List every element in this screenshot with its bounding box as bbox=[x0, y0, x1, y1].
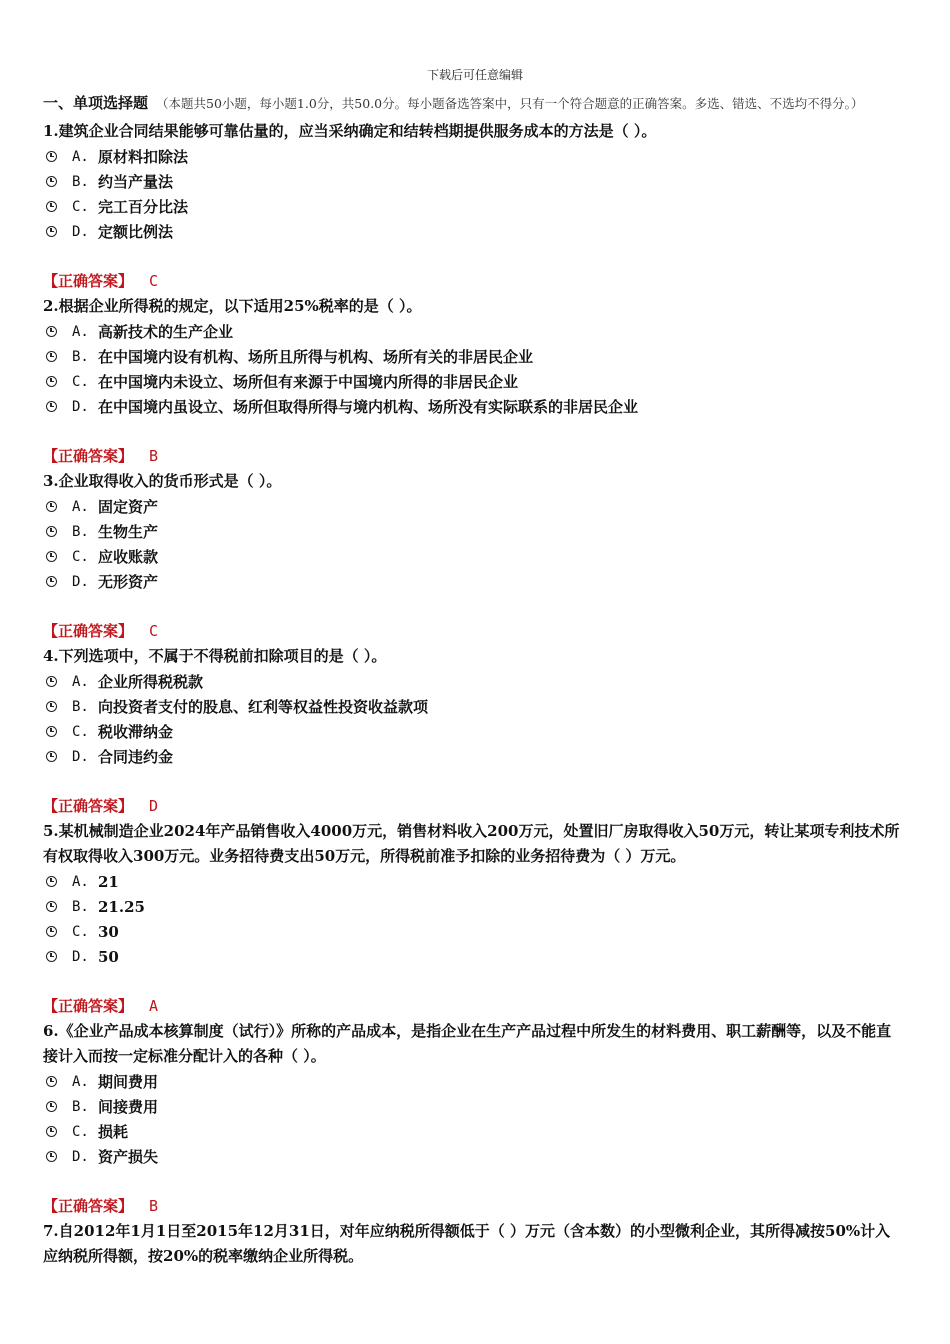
section-description: （本题共50小题，每小题1.0分，共50.0分。每小题备选答案中，只有一个符合题意的正确答案。多选、错选、不选均不得分。） bbox=[156, 96, 864, 111]
answer-label: 【正确答案】 bbox=[43, 447, 134, 465]
radio-icon[interactable] bbox=[46, 501, 57, 512]
option-text: 原材料扣除法 bbox=[98, 148, 189, 166]
option-text: 损耗 bbox=[98, 1123, 129, 1141]
option-a[interactable] bbox=[43, 494, 905, 519]
radio-icon[interactable] bbox=[46, 876, 57, 887]
option-b[interactable] bbox=[43, 1094, 905, 1119]
radio-icon[interactable] bbox=[46, 376, 57, 387]
answer-value: C bbox=[149, 622, 159, 640]
answer-value: B bbox=[149, 447, 159, 465]
question-6 bbox=[43, 1019, 905, 1219]
option-letter: A. bbox=[72, 498, 89, 515]
radio-icon[interactable] bbox=[46, 701, 57, 712]
option-b[interactable] bbox=[43, 894, 905, 919]
option-c[interactable] bbox=[43, 369, 905, 394]
radio-icon[interactable] bbox=[46, 526, 57, 537]
correct-answer bbox=[43, 444, 905, 469]
option-text: 间接费用 bbox=[98, 1098, 159, 1116]
option-d[interactable] bbox=[43, 1144, 905, 1169]
radio-icon[interactable] bbox=[46, 151, 57, 162]
radio-icon[interactable] bbox=[46, 1151, 57, 1162]
question-5 bbox=[43, 819, 905, 1019]
correct-answer bbox=[43, 1194, 905, 1219]
option-text: 应收账款 bbox=[98, 548, 159, 566]
question-stem: 3.企业取得收入的货币形式是（ ）。 bbox=[43, 472, 282, 490]
radio-icon[interactable] bbox=[46, 576, 57, 587]
question-stem: 6.《企业产品成本核算制度（试行）》所称的产品成本，是指企业在生产产品过程中所发生的材料费用、职工薪酬等，以及不能直接计入而按一定标准分配计入的各种（ ）。 bbox=[43, 1022, 892, 1065]
option-letter: A. bbox=[72, 148, 89, 165]
radio-icon[interactable] bbox=[46, 551, 57, 562]
radio-icon[interactable] bbox=[46, 951, 57, 962]
option-text: 向投资者支付的股息、红利等权益性投资收益款项 bbox=[98, 698, 429, 716]
option-list bbox=[43, 144, 905, 244]
option-list bbox=[43, 494, 905, 594]
answer-label: 【正确答案】 bbox=[43, 1197, 134, 1215]
option-text: 在中国境内未设立、场所但有来源于中国境内所得的非居民企业 bbox=[98, 373, 519, 391]
option-text: 期间费用 bbox=[98, 1073, 159, 1091]
radio-icon[interactable] bbox=[46, 751, 57, 762]
section-heading bbox=[43, 92, 905, 115]
answer-value: D bbox=[149, 797, 159, 815]
radio-icon[interactable] bbox=[46, 226, 57, 237]
option-b[interactable] bbox=[43, 694, 905, 719]
option-text: 21 bbox=[98, 872, 119, 891]
question-stem: 5.某机械制造企业2024年产品销售收入4000万元，销售材料收入200万元，处置旧厂房取得收入50万元，转让某项专利技术所有权取得收入300万元。业务招待费支出50万元，所得税前准予扣除的业务招待费为（ ）万元。 bbox=[43, 822, 900, 865]
option-letter: D. bbox=[72, 748, 89, 765]
option-letter: C. bbox=[72, 198, 89, 215]
option-text: 高新技术的生产企业 bbox=[98, 323, 234, 341]
correct-answer bbox=[43, 994, 905, 1019]
option-letter: A. bbox=[72, 673, 89, 690]
option-letter: B. bbox=[72, 898, 89, 915]
radio-icon[interactable] bbox=[46, 351, 57, 362]
option-letter: D. bbox=[72, 948, 89, 965]
option-text: 税收滞纳金 bbox=[98, 723, 174, 741]
option-c[interactable] bbox=[43, 719, 905, 744]
option-letter: D. bbox=[72, 573, 89, 590]
question-stem: 7.自2012年1月1日至2015年12月31日，对年应纳税所得额低于（ ）万元（含本数）的小型微利企业，其所得减按50%计入应纳税所得额，按20%的税率缴纳企业所得税。 bbox=[43, 1222, 891, 1265]
option-b[interactable] bbox=[43, 169, 905, 194]
radio-icon[interactable] bbox=[46, 176, 57, 187]
radio-icon[interactable] bbox=[46, 926, 57, 937]
option-a[interactable] bbox=[43, 869, 905, 894]
question-4 bbox=[43, 644, 905, 819]
question-3 bbox=[43, 469, 905, 644]
option-letter: C. bbox=[72, 923, 89, 940]
radio-icon[interactable] bbox=[46, 726, 57, 737]
option-text: 完工百分比法 bbox=[98, 198, 189, 216]
radio-icon[interactable] bbox=[46, 201, 57, 212]
option-b[interactable] bbox=[43, 344, 905, 369]
option-text: 合同违约金 bbox=[98, 748, 174, 766]
option-a[interactable] bbox=[43, 319, 905, 344]
option-d[interactable] bbox=[43, 394, 905, 419]
question-stem: 1.建筑企业合同结果能够可靠估量的，应当采纳确定和结转档期提供服务成本的方法是（ ）。 bbox=[43, 122, 657, 140]
option-text: 企业所得税税款 bbox=[98, 673, 204, 691]
correct-answer bbox=[43, 269, 905, 294]
question-7 bbox=[43, 1219, 905, 1269]
answer-label: 【正确答案】 bbox=[43, 797, 134, 815]
option-letter: A. bbox=[72, 873, 89, 890]
option-a[interactable] bbox=[43, 144, 905, 169]
option-text: 在中国境内虽设立、场所但取得所得与境内机构、场所没有实际联系的非居民企业 bbox=[98, 398, 639, 416]
radio-icon[interactable] bbox=[46, 901, 57, 912]
option-text: 定额比例法 bbox=[98, 223, 174, 241]
option-text: 固定资产 bbox=[98, 498, 159, 516]
option-letter: D. bbox=[72, 398, 89, 415]
option-text: 在中国境内设有机构、场所且所得与机构、场所有关的非居民企业 bbox=[98, 348, 534, 366]
option-d[interactable] bbox=[43, 744, 905, 769]
option-letter: A. bbox=[72, 1073, 89, 1090]
answer-value: C bbox=[149, 272, 159, 290]
option-list bbox=[43, 869, 905, 969]
option-text: 资产损失 bbox=[98, 1148, 159, 1166]
option-c[interactable] bbox=[43, 194, 905, 219]
header-note: 下载后可任意编辑 bbox=[426, 68, 523, 82]
option-text: 约当产量法 bbox=[98, 173, 174, 191]
option-b[interactable] bbox=[43, 519, 905, 544]
question-2 bbox=[43, 294, 905, 469]
option-letter: D. bbox=[72, 1148, 89, 1165]
radio-icon[interactable] bbox=[46, 1101, 57, 1112]
option-letter: A. bbox=[72, 323, 89, 340]
option-letter: C. bbox=[72, 373, 89, 390]
option-text: 无形资产 bbox=[98, 573, 159, 591]
option-text: 30 bbox=[98, 922, 119, 941]
question-1 bbox=[43, 119, 905, 294]
option-text: 生物生产 bbox=[98, 523, 159, 541]
question-list bbox=[43, 119, 905, 1269]
option-letter: B. bbox=[72, 348, 89, 365]
option-d[interactable] bbox=[43, 944, 905, 969]
radio-icon[interactable] bbox=[46, 1126, 57, 1137]
option-letter: B. bbox=[72, 173, 89, 190]
answer-value: A bbox=[149, 997, 159, 1015]
option-list bbox=[43, 319, 905, 419]
option-letter: B. bbox=[72, 1098, 89, 1115]
answer-label: 【正确答案】 bbox=[43, 997, 134, 1015]
answer-value: B bbox=[149, 1197, 159, 1215]
option-c[interactable] bbox=[43, 919, 905, 944]
option-c[interactable] bbox=[43, 544, 905, 569]
option-letter: B. bbox=[72, 523, 89, 540]
correct-answer bbox=[43, 619, 905, 644]
correct-answer bbox=[43, 794, 905, 819]
option-list bbox=[43, 669, 905, 769]
option-c[interactable] bbox=[43, 1119, 905, 1144]
answer-label: 【正确答案】 bbox=[43, 272, 134, 290]
exam-content bbox=[43, 92, 905, 1269]
radio-icon[interactable] bbox=[46, 401, 57, 412]
radio-icon[interactable] bbox=[46, 676, 57, 687]
answer-label: 【正确答案】 bbox=[43, 622, 134, 640]
option-list bbox=[43, 1069, 905, 1169]
option-letter: D. bbox=[72, 223, 89, 240]
option-d[interactable] bbox=[43, 569, 905, 594]
radio-icon[interactable] bbox=[46, 326, 57, 337]
option-letter: C. bbox=[72, 548, 89, 565]
option-a[interactable] bbox=[43, 669, 905, 694]
option-text: 21.25 bbox=[98, 897, 145, 916]
radio-icon[interactable] bbox=[46, 1076, 57, 1087]
option-letter: C. bbox=[72, 1123, 89, 1140]
question-stem: 4.下列选项中，不属于不得税前扣除项目的是（ ）。 bbox=[43, 647, 387, 665]
option-d[interactable] bbox=[43, 219, 905, 244]
section-title: 一、单项选择题 bbox=[43, 94, 149, 112]
question-stem: 2.根据企业所得税的规定，以下适用25%税率的是（ ）。 bbox=[43, 297, 422, 315]
option-text: 50 bbox=[98, 947, 119, 966]
option-a[interactable] bbox=[43, 1069, 905, 1094]
option-letter: B. bbox=[72, 698, 89, 715]
option-letter: C. bbox=[72, 723, 89, 740]
